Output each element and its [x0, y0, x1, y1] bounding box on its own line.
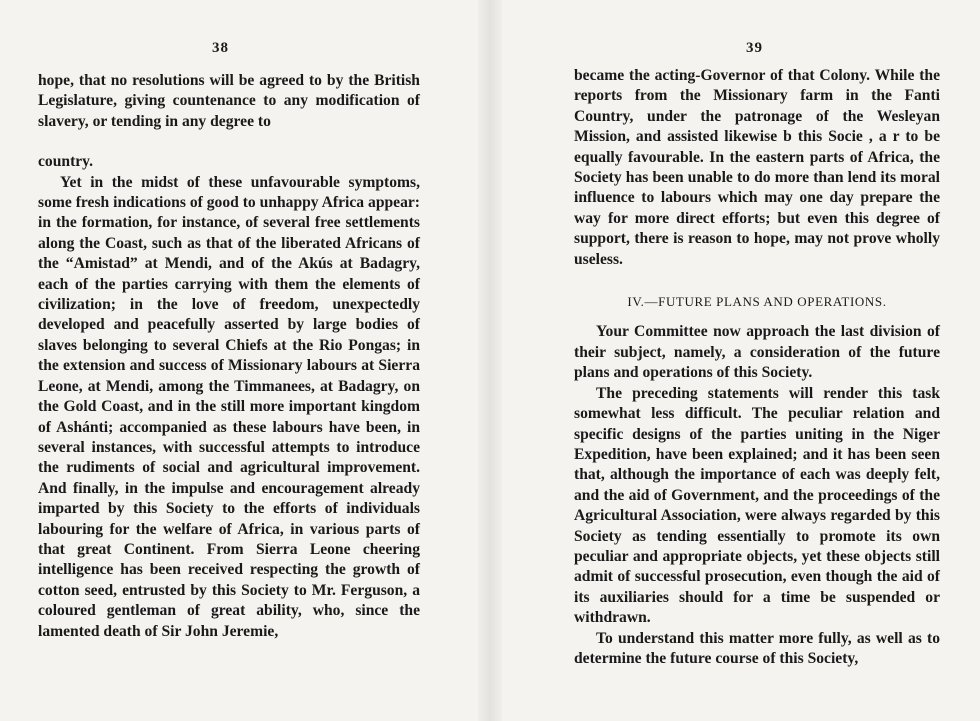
page-number: 38	[212, 40, 229, 56]
continuation-paragraph: became the acting-Governor of that Colony. While the reports from the Missionary farm in the Fanti Country, under the patronage of the Wesleyan Mission, and assisted likewise b this Socie , a r to be equally favourable. In the eastern parts of Africa, the Society has been unable to do more than lend its moral influence to labours which may one day prepare the way for more direct efforts; but even this degree of support, there is reason to hope, may not prove wholly useless.	[574, 67, 940, 268]
blank-line	[38, 132, 420, 152]
right-page-body	[574, 66, 940, 669]
page-number: 39	[746, 40, 763, 56]
left-page-body	[38, 71, 420, 642]
right-page	[510, 0, 980, 721]
section-heading: IV.—FUTURE PLANS AND OPERATIONS.	[627, 294, 887, 310]
body-paragraph: Yet in the midst of these unfavourable symptoms, some fresh indications of good to unhappy Africa appear: in the formation, for instance, of several free settlements along the Coast, such as that of the liberated Africans of the “Amistad” at Mendi, and of the Akús at Badagry, each of the parties carrying with them the elements of civilization; in the love of freedom, unexpectedly developed and peacefully asserted by large bodies of slaves belonging to several Chiefs at the Rio Pongas; in the extension and success of Missionary labours at Sierra Leone, at Mendi, among the Timmanees, at Badagry, on the Gold Coast, and in the still more important kingdom of Ashánti; accompanied as these labours have been, in several instances, with successful attempts to introduce the rudiments of social and agricultural improvement. And finally, in the impulse and encouragement already imparted by this Society to the efforts of individuals labouring for the welfare of Africa, in various parts of that great Continent. From Sierra Leone cheering intelligence has been received respecting the growth of cotton seed, entrusted by this Society to Mr. Ferguson, a coloured gentleman of great ability, who, since the lamented death of Sir John Jeremie,	[38, 173, 420, 640]
body-paragraph: Your Committee now approach the last division of their subject, namely, a consideration of the future plans and operations of this Society.	[574, 323, 940, 382]
continuation-paragraph: hope, that no resolutions will be agreed to by the British Legislature, giving countenance to any modification of slavery, or tending in any degree to	[38, 72, 420, 130]
body-paragraph: To understand this matter more fully, as well as to determine the future course of this Society,	[574, 629, 940, 667]
continuation-end: country.	[38, 153, 94, 171]
left-page	[0, 0, 470, 721]
body-paragraph: The preceding statements will render this task somewhat less difficult. The peculiar relation and specific designs of the parties uniting in the Niger Expedition, have been explained; and it has been seen that, although the importance of each was deeply felt, and the aid of Government, and the proceedings of the Agricultural Association, were always regarded by this Society as tending essentially to promote its own peculiar and appropriate objects, yet these objects still admit of successful prosecution, even though the aid of its auxiliaries should for a time be suspended or withdrawn.	[574, 384, 940, 627]
book-gutter	[478, 0, 502, 721]
